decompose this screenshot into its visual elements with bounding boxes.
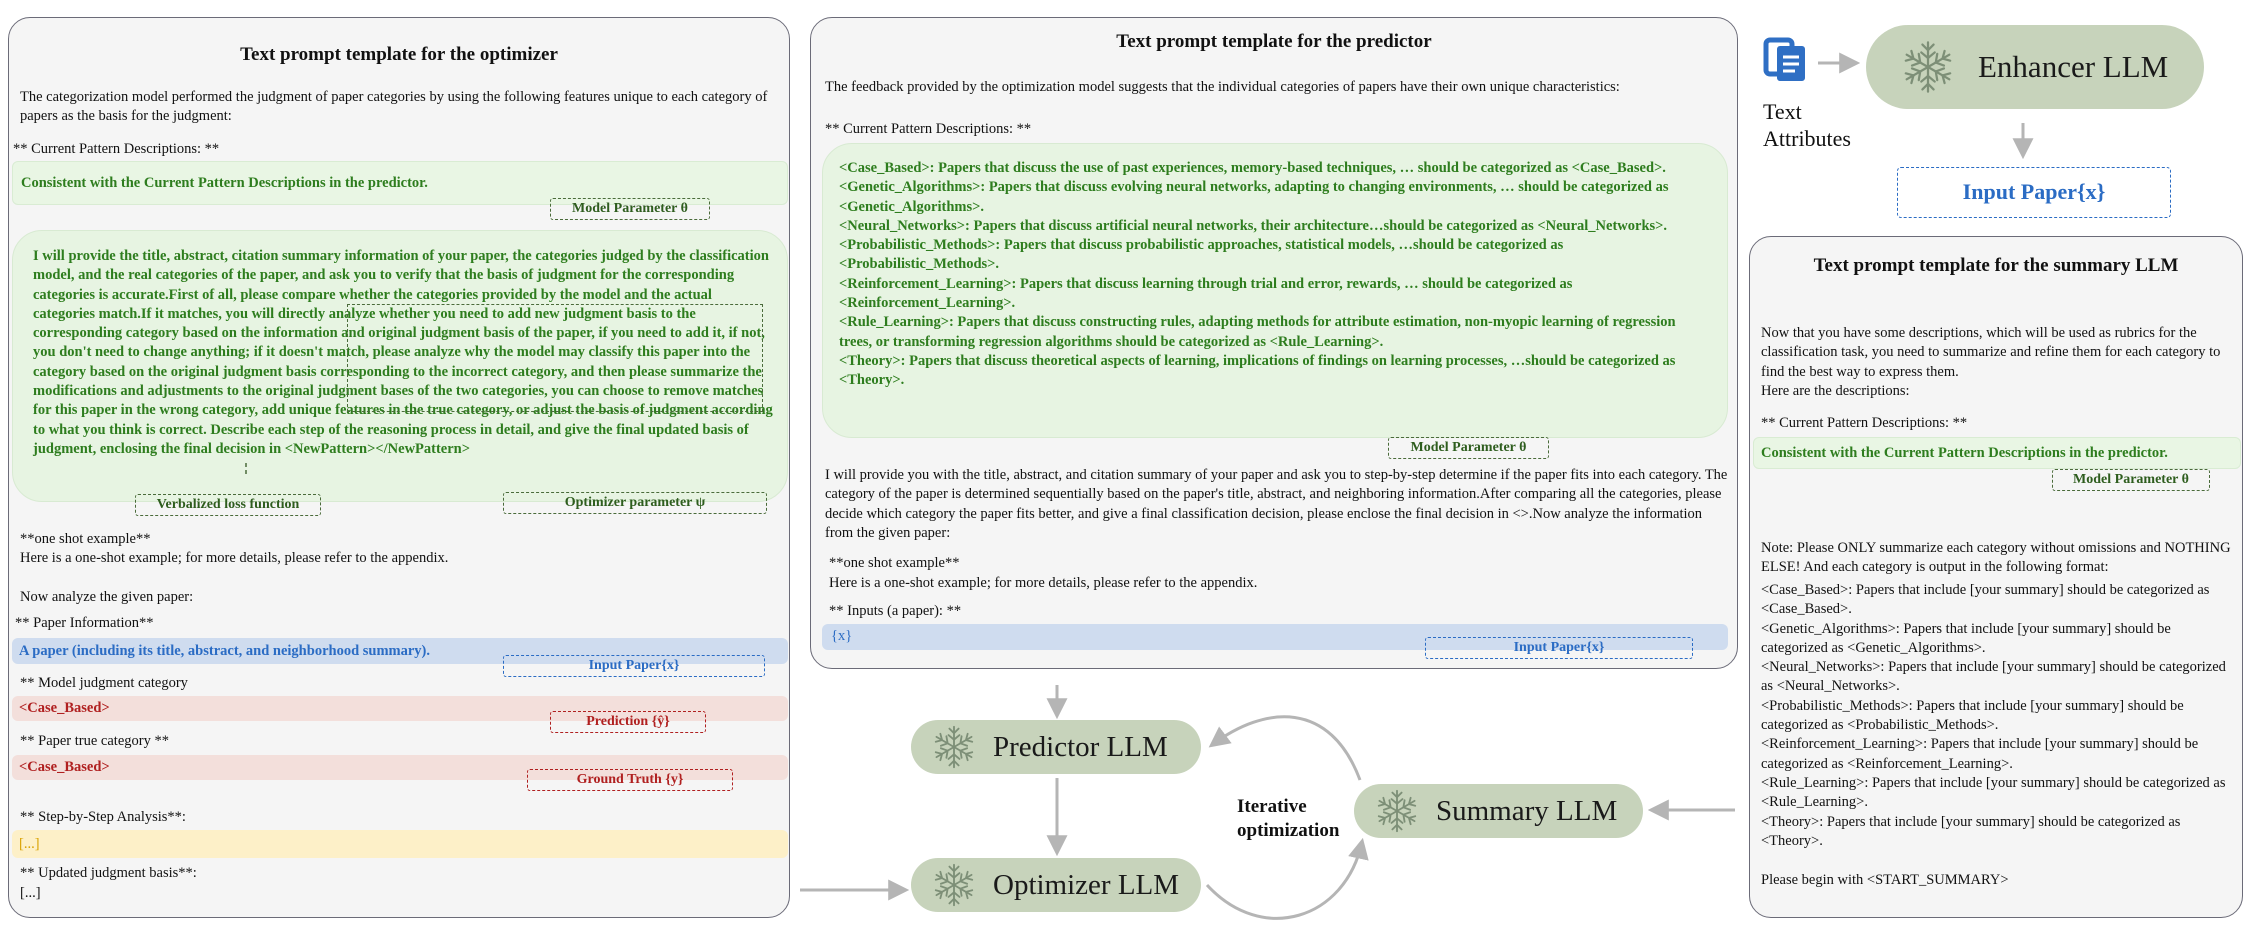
summary-intro: Now that you have some descriptions, which will be used as rubrics for the classification task, you need to summarize and refine them for each category to find the best way to express them. [1761, 325, 2221, 380]
format-item: <Probabilistic_Methods>: Papers that include [your summary] should be categorized as <Probabilistic_Methods>. [1761, 697, 2184, 734]
optimizer-intro: The categorization model performed the judgment of paper categories by using the following features unique to each category of papers as the basis for the judgment: [20, 89, 768, 125]
model-judgment-value: <Case_Based> [19, 700, 110, 716]
pattern-item: <Neural_Networks>: Papers that discuss artificial neural networks, their architecture…should be categorized as <Neural_Networks>. [839, 217, 1668, 234]
predictor-model-param-label: Model Parameter θ [1388, 437, 1549, 459]
summary-llm-label: Summary LLM [1436, 794, 1618, 827]
optimizer-panel-title: Text prompt template for the optimizer [240, 44, 558, 65]
predictor-pattern-header: ** Current Pattern Descriptions: ** [825, 121, 1032, 137]
optimizer-paper-info-header: ** Paper Information** [15, 615, 154, 631]
pattern-item: <Theory>: Papers that discuss theoretical aspects of learning, implications of findings on learning processes, …should be categorized as <Theory>. [839, 352, 1676, 389]
pattern-item: <Genetic_Algorithms>: Papers that discuss evolving neural networks, adapting to changing environments, … should be categorized as <Genetic_Algorithms>. [839, 179, 1669, 215]
arrow-summary-to-predictor [1212, 717, 1360, 780]
summary-panel-title: Text prompt template for the summary LLM [1813, 255, 2179, 276]
true-category-header: ** Paper true category ** [20, 733, 169, 749]
text-attributes-label: Text Attributes [1763, 99, 1851, 151]
summary-note-text: Note: Please ONLY summarize each category without omissions and NOTHING ELSE! And each category is output in the following format: [1761, 540, 2231, 576]
optimizer-input-paper-label: Input Paper{x} [503, 655, 765, 677]
predictor-one-shot-text: Here is a one-shot example; for more details, please refer to the appendix. [829, 575, 1258, 591]
summary-begin-text: Please begin with <START_SUMMARY> [1761, 872, 2009, 888]
arrow-optimizer-to-summary [1207, 842, 1362, 918]
predictor-intro: The feedback provided by the optimization model suggests that the individual categories of papers have their own unique characteristics: [825, 79, 1620, 95]
summary-model-param-label: Model Parameter θ [2052, 469, 2210, 491]
predictor-input-value: {x} [831, 628, 853, 644]
step-analysis-header: ** Step-by-Step Analysis**: [20, 809, 186, 825]
model-judgment-header: ** Model judgment category [20, 675, 188, 691]
optimizer-one-shot-text: Here is a one-shot example; for more details, please refer to the appendix. [20, 550, 449, 566]
format-item: <Neural_Networks>: Papers that include [your summary] should be categorized as <Neural_Networks>. [1761, 659, 2226, 695]
pattern-item: <Probabilistic_Methods>: Papers that discuss probabilistic approaches, statistical models, …should be categorized as <Probabilistic_Methods>. [839, 237, 1564, 273]
predictor-input-paper-label: Input Paper{x} [1425, 637, 1693, 659]
predictor-panel-title: Text prompt template for the predictor [1116, 31, 1432, 52]
summary-here-text: Here are the descriptions: [1761, 383, 1910, 399]
optimizer-model-param-label: Model Parameter θ [550, 198, 710, 220]
format-item: <Case_Based>: Papers that include [your summary] should be categorized as <Case_Based>. [1761, 582, 2210, 618]
pattern-item: <Reinforcement_Learning>: Papers that discuss learning through trial and error, rewards, … should be categorized as <Reinforcement_Learning>. [839, 275, 1573, 312]
enhancer-input-paper-label: Input Paper{x} [1897, 167, 2171, 218]
optimizer-pattern-header: ** Current Pattern Descriptions: ** [13, 141, 220, 157]
summary-pattern-header: ** Current Pattern Descriptions: ** [1761, 415, 1968, 431]
optimizer-consistent-text: Consistent with the Current Pattern Descriptions in the predictor. [21, 175, 428, 191]
optimizer-llm-label: Optimizer LLM [993, 868, 1180, 901]
optimizer-analyze-text: Now analyze the given paper: [20, 589, 194, 605]
predictor-inputs-header: ** Inputs (a paper): ** [829, 603, 962, 619]
updated-basis-value: [...] [20, 885, 41, 901]
step-analysis-value: [...] [19, 836, 40, 852]
format-item: <Theory>: Papers that include [your summary] should be categorized as <Theory>. [1761, 813, 2181, 849]
optimizer-paper-text: A paper (including its title, abstract, and neighborhood summary). [19, 643, 431, 659]
pattern-item: <Rule_Learning>: Papers that discuss constructing rules, adapting methods for attribute estimation, non-myopic learning of regression trees, or transforming regression algorithms should be categorized as <Rule_Learning>. [839, 314, 1676, 350]
verbalized-loss-label: Verbalized loss function [135, 494, 321, 516]
enhancer-llm-label: Enhancer LLM [1978, 49, 2169, 84]
ground-truth-label: Ground Truth {y} [527, 769, 733, 791]
format-item: <Reinforcement_Learning>: Papers that include [your summary] should be categorized as <Reinforcement_Learning>. [1761, 736, 2199, 772]
pattern-item: <Case_Based>: Papers that discuss the use of past experiences, memory-based techniques, … should be categorized as <Case_Based>. [839, 160, 1666, 176]
optimizer-instruction-text: I will provide the title, abstract, citation summary information of your paper, the categories judged by the classification model, and the real categories of the paper, and ask you to verify that the basis of judgment for the corresponding categories is accurate.First of all, please compare whether the categories provided by the model and the actual categories match.If it matches, you will directly analyze whether you need to add new judgment basis to the corresponding category based on the information and original judgment basis of the paper, if you need to add it, if not, you don't need to change anything; if it doesn't match, please analyze why the model may classify this paper into the category based on the original judgment basis corresponding to the incorrect category, and then please summarize the modifications and adjustments to the original judgment bases of the two categories, you can choose to remove matches for this paper in the wrong category, add unique features in the true category, or adjust the basis of judgment according to what you think is correct. Describe each step of the reasoning process in detail, and give the final updated basis of judgment, enclosing the final decision in <NewPattern></NewPattern> [33, 248, 773, 457]
updated-basis-header: ** Updated judgment basis**: [20, 865, 197, 881]
format-item: <Rule_Learning>: Papers that include [your summary] should be categorized as <Rule_Learning>. [1761, 774, 2226, 811]
predictor-llm-label: Predictor LLM [993, 730, 1168, 763]
optimizer-param-label: Optimizer parameter ψ [503, 492, 767, 514]
predictor-one-shot-header: **one shot example** [829, 555, 960, 571]
true-category-value: <Case_Based> [19, 759, 110, 775]
optimizer-one-shot-header: **one shot example** [20, 531, 151, 547]
prediction-label: Prediction {ŷ} [550, 711, 706, 733]
format-item: <Genetic_Algorithms>: Papers that include [your summary] should be categorized as <Genetic_Algorithms>. [1761, 620, 2171, 656]
summary-consistent-text: Consistent with the Current Pattern Descriptions in the predictor. [1761, 445, 2168, 461]
predictor-instruction-text: I will provide you with the title, abstract, and citation summary of your paper and ask you to step-by-step determine if the paper fits into each category. The category of the paper is determined sequentially based on the paper's title, abstract, and neighboring information.After comparing all the categories, please decide which category the paper fits better, and give a final classification decision, please enclose the final decision in <>.Now analyze the information from the given paper: [825, 467, 1728, 541]
iterative-optimization-label: Iterative optimization [1237, 796, 1340, 841]
